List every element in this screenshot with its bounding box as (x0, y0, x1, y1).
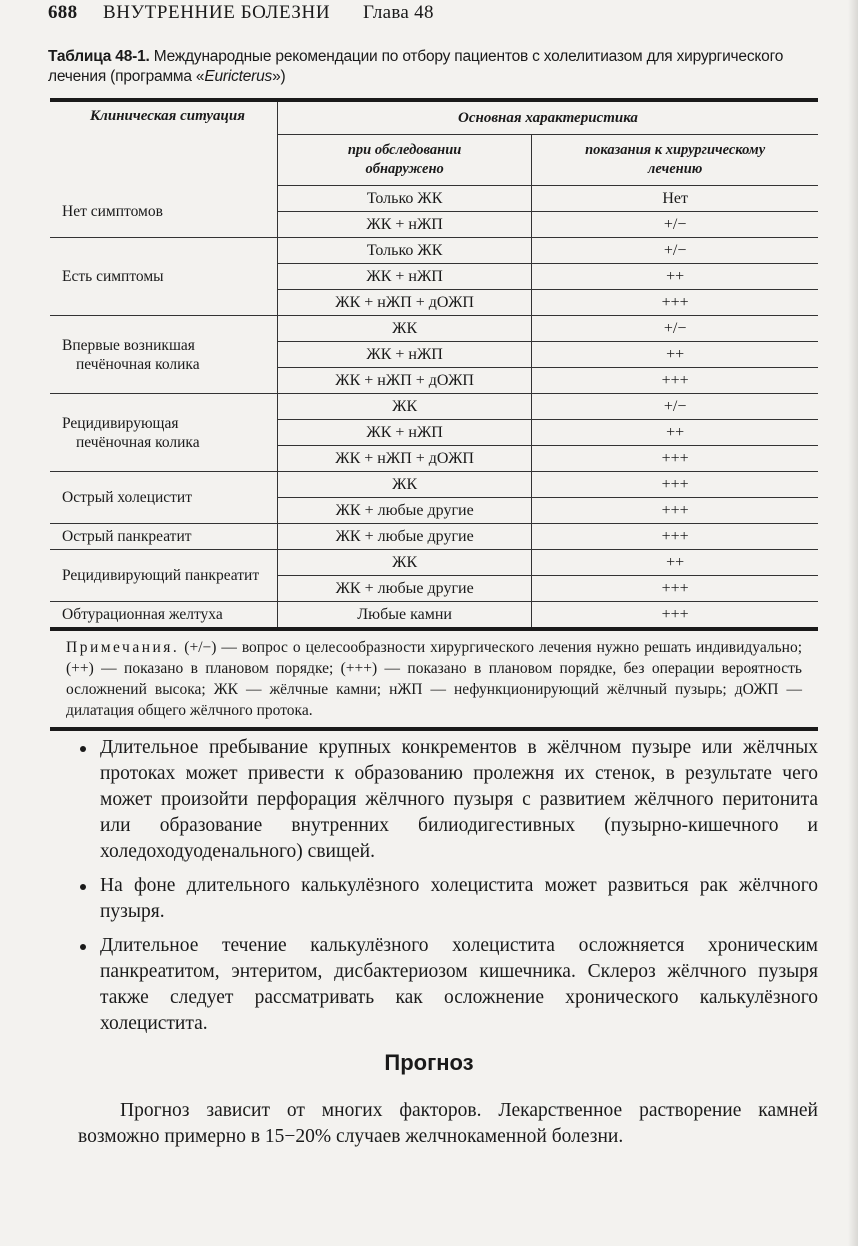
list-item (78, 933, 818, 1037)
notes-bottom-rule (50, 727, 818, 731)
table-caption-text-end: ») (272, 68, 286, 85)
situation-line: Рецидивирующий панкреатит (62, 567, 260, 584)
situation-line: Острый панкреатит (62, 528, 192, 545)
cell-clinical-situation (50, 238, 277, 316)
bullet-icon (80, 944, 86, 950)
situation-line: печёночная колика (76, 355, 200, 373)
section-heading-prognosis: Прогноз (384, 1050, 474, 1075)
bullet-icon (80, 746, 86, 752)
chapter-label: Глава 48 (363, 2, 434, 23)
table-row (50, 550, 818, 576)
cell-indication: +++ (532, 446, 818, 472)
program-name: Euricterus (204, 68, 273, 85)
prognosis-paragraph (78, 1098, 818, 1150)
recommendations-table (50, 98, 818, 731)
table-row (50, 524, 818, 550)
cell-indication: +++ (532, 472, 818, 498)
situation-line: печёночная колика (76, 433, 200, 451)
prognosis-text: Прогноз зависит от многих факторов. Лекарственное растворение камней возможно примерно в 15−20% случаев желчнокаменной болезни. (78, 1100, 818, 1147)
cell-clinical-situation (50, 472, 277, 524)
cell-finding: ЖК + нЖП (277, 264, 531, 290)
table-row (50, 602, 818, 628)
page-number: 688 (48, 2, 78, 23)
header-finding: при обследовании обнаружено (277, 135, 531, 186)
list-item (78, 873, 818, 925)
cell-indication: +++ (532, 368, 818, 394)
cell-finding: ЖК (277, 550, 531, 576)
cell-finding: Только ЖК (277, 186, 531, 212)
cell-indication: +++ (532, 498, 818, 524)
table-caption-label: Таблица 48-1. (48, 48, 150, 65)
cell-indication: +++ (532, 290, 818, 316)
list-item (78, 735, 818, 865)
list-item-text: Длительное пребывание крупных конкрементов в жёлчном пузыре или жёлчных протоках может привести к образованию пролежня их стенок, в результате чего может произойти перфорация жёлчного пузыря с развитием жёлчного перитонита или образование внутренних билиодигестивных (пузырно-кишечного и холедоходуоденального) свищей. (100, 737, 818, 862)
cell-clinical-situation (50, 550, 277, 602)
cell-indication: +++ (532, 524, 818, 550)
cell-finding: ЖК + нЖП + дОЖП (277, 290, 531, 316)
list-item-text: Длительное течение калькулёзного холецистита осложняется хроническим панкреатитом, энтеритом, дисбактериозом кишечника. Склероз жёлчного пузыря также следует рассматривать как осложнение хронического калькулёзного холецистита. (100, 935, 818, 1034)
cell-finding: ЖК + любые другие (277, 498, 531, 524)
cell-clinical-situation (50, 524, 277, 550)
cell-clinical-situation (50, 186, 277, 238)
cell-clinical-situation (50, 394, 277, 472)
header-indication: показания к хирургическому лечению (532, 135, 818, 186)
table-row (50, 394, 818, 420)
cell-finding: ЖК + нЖП + дОЖП (277, 446, 531, 472)
cell-indication: +++ (532, 576, 818, 602)
cell-finding: ЖК + любые другие (277, 524, 531, 550)
cell-finding: Любые камни (277, 602, 531, 628)
cell-finding: ЖК (277, 316, 531, 342)
cell-indication: ++ (532, 342, 818, 368)
header-clinical-situation: Клиническая ситуация (90, 108, 245, 124)
situation-line: Есть симптомы (62, 268, 164, 285)
situation-line: Впервые возникшая (62, 336, 195, 354)
table-caption-text: Международные рекомендации по отбору пациентов с холелитиазом для хирургического лечения (программа « (48, 48, 784, 85)
cell-finding: ЖК + нЖП + дОЖП (277, 368, 531, 394)
cell-finding: ЖК (277, 472, 531, 498)
cell-finding: ЖК + нЖП (277, 342, 531, 368)
table-caption (48, 47, 818, 87)
cell-finding: ЖК (277, 394, 531, 420)
cell-indication: ++ (532, 264, 818, 290)
table-row (50, 238, 818, 264)
cell-indication: +/− (532, 212, 818, 238)
page-header (48, 2, 434, 32)
running-title: ВНУТРЕННИЕ БОЛЕЗНИ (103, 2, 331, 23)
cell-finding: ЖК + нЖП (277, 212, 531, 238)
notes-text: (+/−) — вопрос о целесообразности хирургического лечения нужно решать индивидуально; (++) — показано в плановом порядке; (+++) — показано в плановом порядке, без операции вероятность осложнений высока; ЖК — жёлчные камни; нЖП — нефункционирующий жёлчный пузырь; дОЖП — дилатация общего жёлчного протока. (66, 639, 802, 719)
page-edge (848, 0, 858, 1246)
situation-line: Острый холецистит (62, 489, 193, 506)
cell-indication: +++ (532, 602, 818, 628)
table-row (50, 472, 818, 498)
cell-indication: Нет (532, 186, 818, 212)
bullet-icon (80, 884, 86, 890)
situation-line: Нет симптомов (62, 202, 163, 220)
cell-finding: ЖК + любые другие (277, 576, 531, 602)
cell-clinical-situation (50, 602, 277, 628)
situation-line: Обтурационная желтуха (62, 606, 223, 623)
cell-indication: ++ (532, 420, 818, 446)
notes-label: Примечания. (66, 639, 180, 656)
list-item-text: На фоне длительного калькулёзного холецистита может развиться рак жёлчного пузыря. (100, 875, 818, 922)
table-row (50, 186, 818, 212)
situation-line: Рецидивирующая (62, 414, 179, 432)
header-main-characteristic: Основная характеристика (277, 102, 818, 135)
cell-finding: ЖК + нЖП (277, 420, 531, 446)
table-row (50, 316, 818, 342)
cell-clinical-situation (50, 316, 277, 394)
cell-indication: ++ (532, 550, 818, 576)
cell-finding: Только ЖК (277, 238, 531, 264)
table-notes (50, 631, 818, 727)
complications-list (78, 735, 818, 1045)
cell-indication: +/− (532, 316, 818, 342)
cell-indication: +/− (532, 394, 818, 420)
cell-indication: +/− (532, 238, 818, 264)
